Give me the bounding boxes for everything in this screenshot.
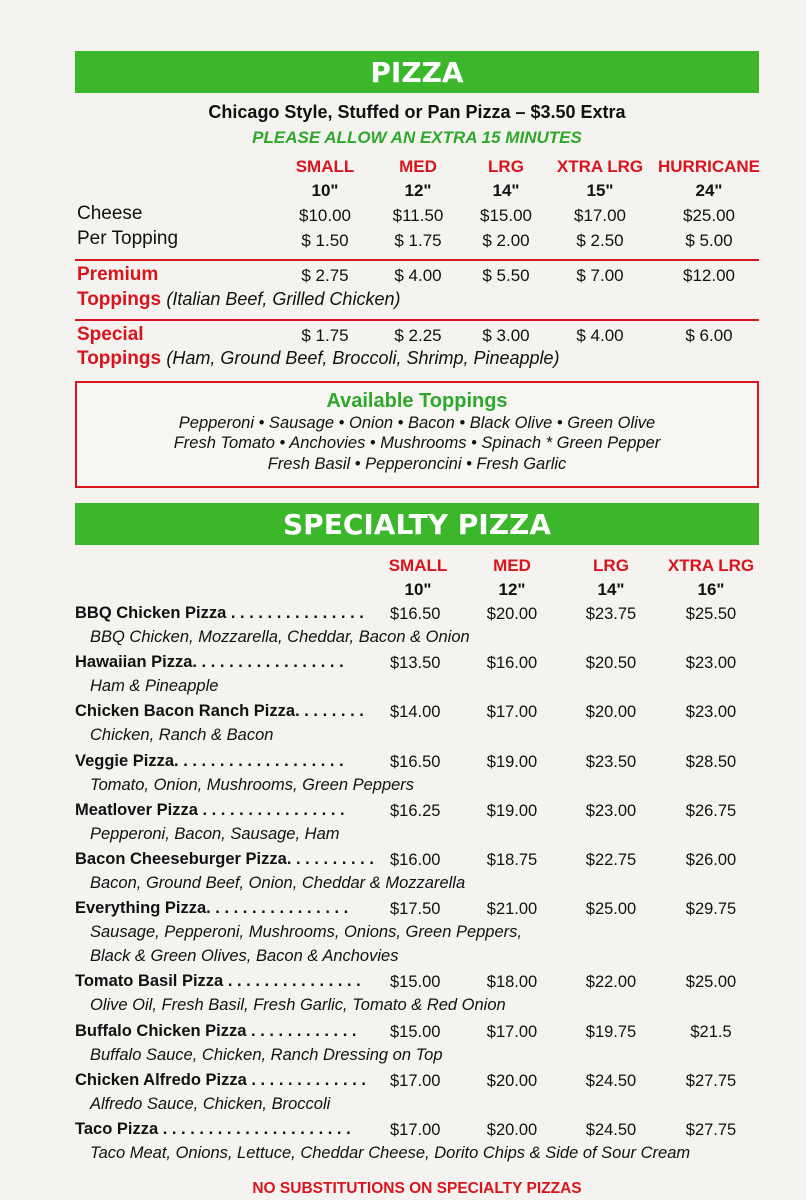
toppings-line-2: Fresh Tomato • Anchovies • Mushrooms • Spinach * Green Pepper (173, 434, 661, 452)
specialty-item-name: Chicken Bacon Ranch Pizza (75, 702, 296, 721)
specialty-price-cell: $17.50 (390, 900, 441, 919)
cheese-label: Cheese (77, 203, 143, 224)
specialty-price-cell: $15.00 (390, 1022, 441, 1041)
specialty-price-cell: $16.50 (390, 605, 441, 623)
special-label: Special (77, 324, 144, 345)
size-inches: 10" (311, 181, 339, 200)
specialty-item-name-line (75, 752, 344, 771)
premium-note: (Italian Beef, Grilled Chicken) (166, 289, 401, 309)
toppings-line-1: Pepperoni • Sausage • Onion • Bacon • Black Olive • Green Olive (178, 414, 656, 432)
price-cell: $17.00 (574, 206, 626, 225)
size-inches: 15" (586, 181, 614, 200)
premium-price-cell: $ 4.00 (394, 266, 442, 285)
specialty-price-cell: $20.00 (585, 703, 637, 722)
specialty-item-description: Bacon, Ground Beef, Onion, Cheddar & Mozzarella (90, 874, 466, 892)
specialty-price-cell: $28.50 (685, 752, 737, 771)
price-cell: $ 2.50 (576, 231, 624, 250)
specialty-item-name-line (75, 972, 361, 991)
specialty-price-cell: $17.00 (486, 1022, 538, 1041)
specialty-item-name-line (75, 850, 374, 869)
specialty-price-cell: $23.75 (585, 605, 637, 623)
specialty-item-description: Alfredo Sauce, Chicken, Broccoli (90, 1094, 331, 1113)
specialty-item-description: Chicken, Ranch & Bacon (90, 726, 274, 745)
leader-dots: . . . . . . . . . . . . . . . . . . . (174, 751, 344, 770)
special-price-cell: $ 6.00 (685, 326, 733, 345)
specialty-price-cell: $20.00 (486, 605, 538, 623)
per-topping-label: Per Topping (77, 228, 179, 249)
specialty-size-name: SMALL (388, 556, 448, 575)
specialty-price-cell: $22.75 (585, 851, 637, 869)
specialty-price-cell: $22.00 (585, 973, 637, 992)
specialty-item-name-line (75, 1071, 366, 1090)
specialty-item-name: Meatlover Pizza (75, 800, 198, 819)
specialty-price-cell: $19.75 (585, 1022, 637, 1041)
pizza-banner (75, 51, 759, 93)
premium-price-cell: $ 5.50 (482, 266, 530, 285)
specialty-item-name: Everything Pizza (75, 899, 207, 918)
specialty-price-cell: $23.50 (585, 752, 637, 771)
size-inches: 14" (492, 181, 520, 200)
specialty-item-description: Pepperoni, Bacon, Sausage, Ham (90, 824, 340, 843)
specialty-price-cell: $23.00 (685, 703, 737, 722)
specialty-item-description: Black & Green Olives, Bacon & Anchovies (90, 947, 399, 966)
specialty-item-name-line (75, 653, 344, 672)
size-inches: 24" (695, 181, 723, 200)
specialty-price-cell: $25.00 (585, 900, 637, 919)
specialty-item-name-line (75, 1022, 356, 1041)
specialty-price-cell: $16.00 (486, 654, 538, 673)
specialty-price-cell: $20.00 (486, 1071, 538, 1090)
specialty-price-cell: $18.00 (486, 973, 538, 992)
special-toppings-label: Toppings (77, 348, 162, 369)
specialty-item-name: BBQ Chicken Pizza (75, 604, 227, 622)
leader-dots: . . . . . . . . . . (286, 850, 374, 868)
specialty-size-inches: 12" (498, 580, 526, 599)
leader-dots: . . . . . . . . . . . . . . . . (197, 800, 345, 819)
specialty-item-name: Taco Pizza (75, 1120, 159, 1138)
no-substitutions-footer: NO SUBSTITUTIONS ON SPECIALTY PIZZAS (252, 1180, 582, 1197)
specialty-item-name: Buffalo Chicken Pizza (75, 1021, 247, 1040)
premium-price-cell: $12.00 (683, 266, 735, 285)
special-price-cell: $ 4.00 (576, 326, 624, 345)
price-cell: $ 5.00 (685, 231, 733, 250)
specialty-price-cell: $29.75 (685, 900, 737, 919)
specialty-size-inches: 16" (697, 580, 725, 599)
specialty-item-name: Bacon Cheeseburger Pizza (75, 850, 287, 868)
leader-dots: . . . . . . . . (295, 702, 364, 721)
specialty-size-inches: 14" (597, 580, 625, 599)
premium-price-cell: $ 2.75 (301, 266, 349, 285)
specialty-size-name: MED (493, 556, 531, 575)
specialty-price-cell: $16.00 (390, 851, 441, 869)
specialty-price-cell: $17.00 (390, 1121, 441, 1139)
specialty-item-description: Sausage, Pepperoni, Mushrooms, Onions, Green Peppers, (90, 923, 522, 942)
price-cell: $25.00 (683, 206, 735, 225)
price-cell: $10.00 (299, 206, 351, 225)
premium-label: Premium (77, 264, 159, 285)
leader-dots: . . . . . . . . . . . . (246, 1021, 357, 1040)
price-cell: $ 1.75 (394, 231, 442, 250)
allow-extra-line: PLEASE ALLOW AN EXTRA 15 MINUTES (252, 128, 582, 147)
special-toppings-line (77, 348, 560, 370)
specialty-price-cell: $26.75 (685, 801, 737, 820)
specialty-price-cell: $27.75 (685, 1071, 737, 1090)
specialty-price-cell: $23.00 (585, 801, 637, 820)
specialty-price-cell: $18.75 (486, 851, 538, 869)
specialty-item-description: Buffalo Sauce, Chicken, Ranch Dressing on Top (90, 1045, 443, 1064)
size-name-med: MED (399, 157, 437, 176)
specialty-price-cell: $21.00 (486, 900, 538, 919)
premium-price-cell: $ 7.00 (576, 266, 624, 285)
specialty-item-name-line (75, 899, 348, 918)
specialty-price-cell: $17.00 (486, 703, 538, 722)
specialty-title: SPECIALTY PIZZA (283, 507, 551, 541)
specialty-size-inches: 10" (404, 580, 432, 599)
specialty-size-name: LRG (593, 556, 629, 575)
specialty-item-description: Tomato, Onion, Mushrooms, Green Peppers (90, 775, 415, 794)
price-cell: $ 2.00 (482, 231, 530, 250)
toppings-line-3: Fresh Basil • Pepperoncini • Fresh Garlic (267, 455, 567, 473)
specialty-item-description: BBQ Chicken, Mozzarella, Cheddar, Bacon & Onion (90, 628, 470, 646)
specialty-price-cell: $24.50 (585, 1121, 637, 1139)
specialty-price-cell: $23.00 (685, 654, 737, 673)
chicago-style-line: Chicago Style, Stuffed or Pan Pizza – $3.50 Extra (208, 102, 626, 122)
specialty-item-name-line (75, 1120, 351, 1139)
price-cell: $15.00 (480, 206, 532, 225)
specialty-item-name-line (75, 702, 364, 721)
specialty-price-cell: $24.50 (585, 1071, 637, 1090)
specialty-price-cell: $13.50 (390, 654, 441, 673)
specialty-item-description: Olive Oil, Fresh Basil, Fresh Garlic, Tomato & Red Onion (90, 996, 506, 1015)
divider-1 (75, 259, 759, 261)
specialty-item-name: Chicken Alfredo Pizza (75, 1070, 247, 1089)
special-price-cell: $ 3.00 (482, 326, 530, 345)
specialty-price-cell: $16.25 (390, 801, 441, 820)
leader-dots: . . . . . . . . . . . . . . . . (206, 899, 349, 918)
leader-dots: . . . . . . . . . . . . . . . . . . . . . (158, 1120, 351, 1138)
available-toppings-title: Available Toppings (326, 390, 508, 412)
leader-dots: . . . . . . . . . . . . . . . . . (192, 653, 344, 672)
specialty-item-name: Veggie Pizza (75, 751, 175, 770)
specialty-item-description: Taco Meat, Onions, Lettuce, Cheddar Cheese, Dorito Chips & Side of Sour Cream (90, 1144, 691, 1162)
specialty-item-name-line (75, 801, 345, 820)
specialty-price-cell: $15.00 (390, 973, 441, 992)
specialty-size-name: XTRA LRG (667, 556, 755, 575)
specialty-price-cell: $16.50 (390, 752, 441, 771)
leader-dots: . . . . . . . . . . . . . . . (226, 604, 364, 622)
divider-2 (75, 319, 759, 321)
specialty-price-cell: $21.5 (690, 1022, 732, 1041)
special-price-cell: $ 1.75 (301, 326, 349, 345)
size-name-small: SMALL (295, 157, 355, 176)
specialty-banner (75, 503, 759, 545)
pizza-title: PIZZA (370, 55, 464, 89)
specialty-price-cell: $17.00 (390, 1071, 441, 1090)
leader-dots: . . . . . . . . . . . . . (246, 1070, 366, 1089)
special-price-cell: $ 2.25 (394, 326, 442, 345)
premium-toppings-label: Toppings (77, 289, 162, 310)
price-cell: $ 1.50 (301, 231, 349, 250)
specialty-item-name: Hawaiian Pizza (75, 653, 193, 672)
specialty-price-cell: $27.75 (685, 1121, 737, 1139)
leader-dots: . . . . . . . . . . . . . . . (223, 972, 361, 991)
size-inches: 12" (404, 181, 432, 200)
specialty-item-name: Tomato Basil Pizza (75, 972, 224, 991)
specialty-price-cell: $20.00 (486, 1121, 538, 1139)
premium-toppings-line (77, 289, 400, 311)
specialty-item-description: Ham & Pineapple (90, 677, 219, 696)
size-name-xtra-lrg: XTRA LRG (556, 157, 644, 176)
specialty-item-name-line (75, 604, 364, 623)
size-name-lrg: LRG (488, 157, 524, 176)
specialty-price-cell: $19.00 (486, 752, 538, 771)
specialty-price-cell: $25.50 (685, 605, 737, 623)
specialty-price-cell: $19.00 (486, 801, 538, 820)
specialty-price-cell: $20.50 (585, 654, 637, 673)
specialty-price-cell: $14.00 (390, 703, 441, 722)
specialty-price-cell: $25.00 (685, 973, 737, 992)
special-note: (Ham, Ground Beef, Broccoli, Shrimp, Pineapple) (166, 348, 560, 368)
size-name-hurricane: HURRICANE (658, 157, 760, 176)
price-cell: $11.50 (392, 206, 444, 225)
specialty-price-cell: $26.00 (685, 851, 737, 869)
